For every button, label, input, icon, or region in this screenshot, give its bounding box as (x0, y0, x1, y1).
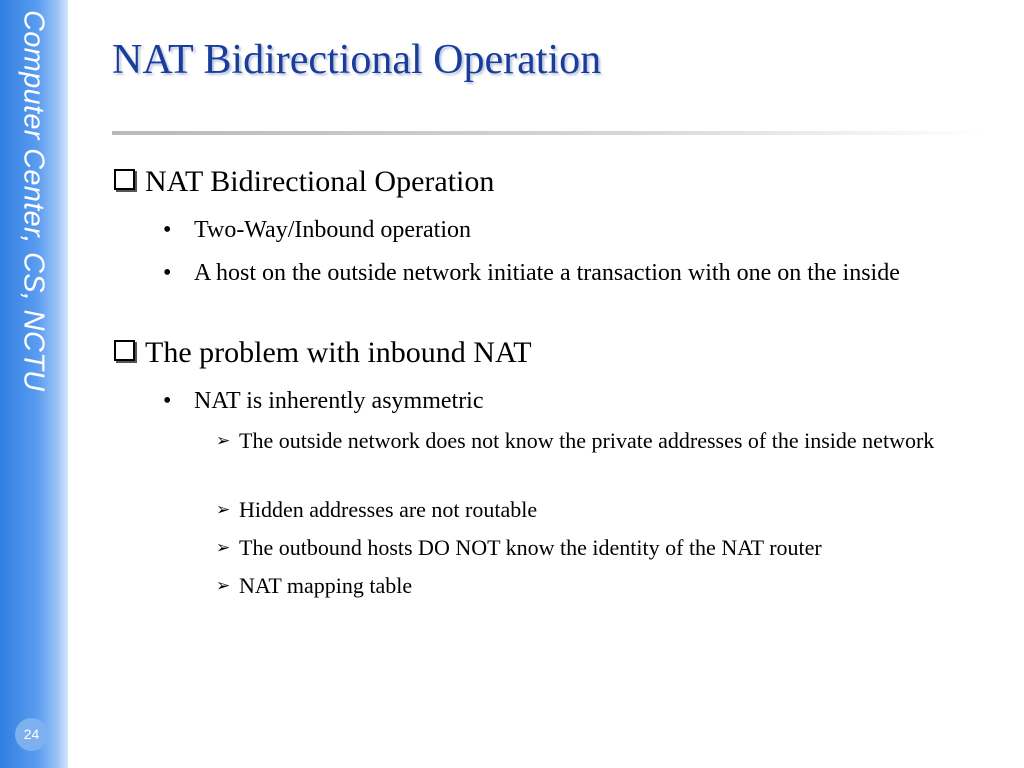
list-item-text: NAT is inherently asymmetric (194, 388, 484, 414)
sub-list-item (216, 495, 976, 525)
list-item-text: Two-Way/Inbound operation (194, 217, 471, 243)
sub-list-item-text: The outside network does not know the private addresses of the inside network (239, 428, 935, 453)
sub-list-item-text: Hidden addresses are not routable (239, 497, 538, 522)
list-item (163, 384, 973, 418)
side-band (0, 0, 68, 768)
list-item (163, 256, 973, 290)
arrow-bullet-icon: ➢ (216, 500, 231, 520)
list-item (163, 213, 973, 247)
section-heading (110, 336, 532, 370)
arrow-bullet-icon: ➢ (216, 538, 231, 558)
checkbox-bullet-icon (114, 340, 135, 361)
bullet-dot-icon: • (163, 260, 172, 286)
section-heading (110, 165, 494, 199)
slide-title: NAT Bidirectional Operation (112, 37, 602, 83)
sub-list-item (216, 571, 976, 601)
list-item-text: A host on the outside network initiate a transaction with one on the inside (194, 260, 900, 286)
checkbox-bullet-icon (114, 169, 135, 190)
bullet-dot-icon: • (163, 388, 172, 414)
arrow-bullet-icon: ➢ (216, 431, 231, 451)
section-heading-text: NAT Bidirectional Operation (145, 165, 495, 198)
page-number: 24 (15, 718, 48, 751)
sub-list-item-text: NAT mapping table (239, 573, 413, 598)
sub-list-item (216, 533, 976, 563)
section-heading-text: The problem with inbound NAT (145, 336, 532, 369)
arrow-bullet-icon: ➢ (216, 576, 231, 596)
sub-list-item (216, 426, 976, 456)
side-label: Computer Center, CS, NCTU (17, 10, 50, 392)
sub-list-item-text: The outbound hosts DO NOT know the identity of the NAT router (239, 535, 822, 560)
title-divider (112, 131, 982, 135)
bullet-dot-icon: • (163, 217, 172, 243)
